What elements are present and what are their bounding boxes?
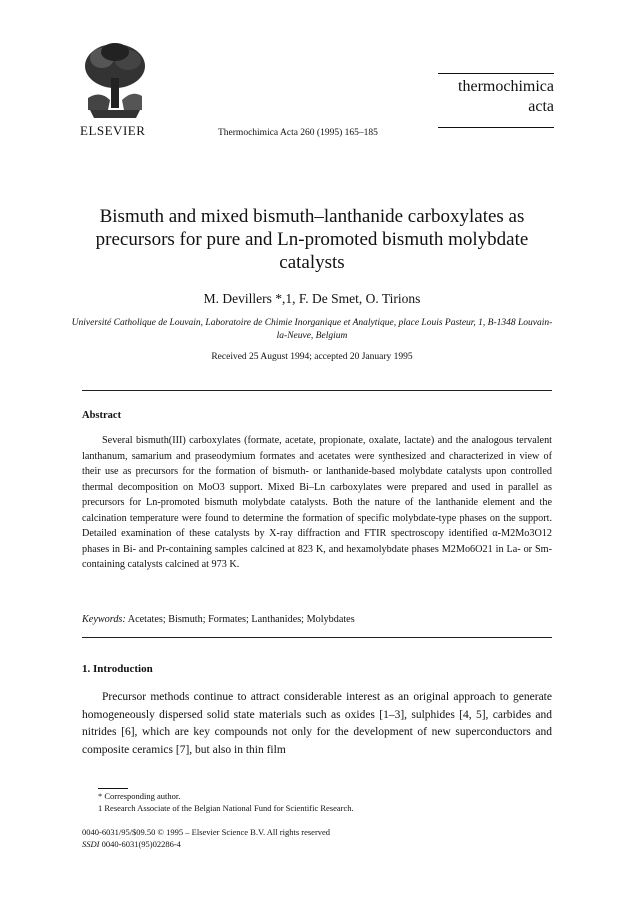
copyright-line: 0040-6031/95/$09.50 © 1995 – Elsevier Science B.V. All rights reserved [82, 827, 331, 837]
author-affiliation: Université Catholique de Louvain, Laboratoire de Chimie Inorganique et Analytique, place Louis Pasteur, 1, B-1348 Louvain-la-Neuve, Belgium [71, 318, 553, 341]
elsevier-tree-logo [80, 38, 150, 122]
abstract-top-rule [82, 390, 552, 391]
introduction-text: Precursor methods continue to attract considerable interest as an original approach to generate homogeneously dispersed solid state materials such as oxides [1–3], sulphides [4, 5], carbides and nitrides [6], which are key compounds not only for the development of new superconductors and composite ceramics [7], but also in thin film [82, 691, 552, 756]
journal-reference: Thermochimica Acta 260 (1995) 165–185 [218, 128, 378, 138]
footnote-rule [98, 788, 128, 789]
journal-name-top-rule [438, 73, 554, 74]
ssdi-value: 0040-6031(95)02286-4 [101, 839, 181, 849]
ssdi-label: SSDI [82, 839, 100, 849]
received-dates: Received 25 August 1994; accepted 20 January 1995 [211, 352, 413, 362]
keywords-text: Acetates; Bismuth; Formates; Lanthanides; Molybdates [127, 614, 355, 625]
abstract-text: Several bismuth(III) carboxylates (formate, acetate, propionate, oxalate, lactate) and the analogous tervalent lanthanum, samarium and praseodymium formates and acetates were synthesized and characterized in view of their use as precursors for the formation of bismuth- or lanthanide-based molybdate catalysts upon controlled thermal decomposition on MoO3 support. Mixed Bi–Ln carboxylates were prepared and used in parallel as precursors for Ln-promoted bismuth molybdate catalysts. Both the nature of the lanthanide element and the calcination temperature were found to determine the formation of specific molybdate-type phases on the support. Detailed examination of these catalysts by X-ray diffraction and FTIR spectroscopy identified α-M2Mo3O12 phases in Bi- and Pr-containing samples calcined at 823 K, and hexamolybdate phases M2Mo6O21 in La- or Sm-containing catalysts calcined at 973 K. [82, 435, 552, 570]
article-authors: M. Devillers *,1, F. De Smet, O. Tirions [203, 291, 421, 306]
publisher-name: ELSEVIER [80, 123, 146, 138]
section-heading-introduction: 1. Introduction [82, 663, 153, 675]
footnote-corresponding-author: * Corresponding author. [98, 791, 181, 801]
ssdi-line [82, 839, 181, 849]
article-title: Bismuth and mixed bismuth–lanthanide carboxylates as precursors for pure and Ln-promoted bismuth molybdate catalysts [95, 206, 529, 273]
journal-name-line2: acta [528, 98, 554, 115]
abstract-heading: Abstract [82, 410, 122, 421]
keywords-label: Keywords: [82, 614, 126, 625]
journal-name-line1: thermochimica [458, 78, 554, 95]
journal-name-bottom-rule [438, 127, 554, 128]
footnote-1: 1 Research Associate of the Belgian National Fund for Scientific Research. [98, 803, 354, 813]
keywords-line [82, 614, 355, 625]
abstract-bottom-rule [82, 637, 552, 638]
